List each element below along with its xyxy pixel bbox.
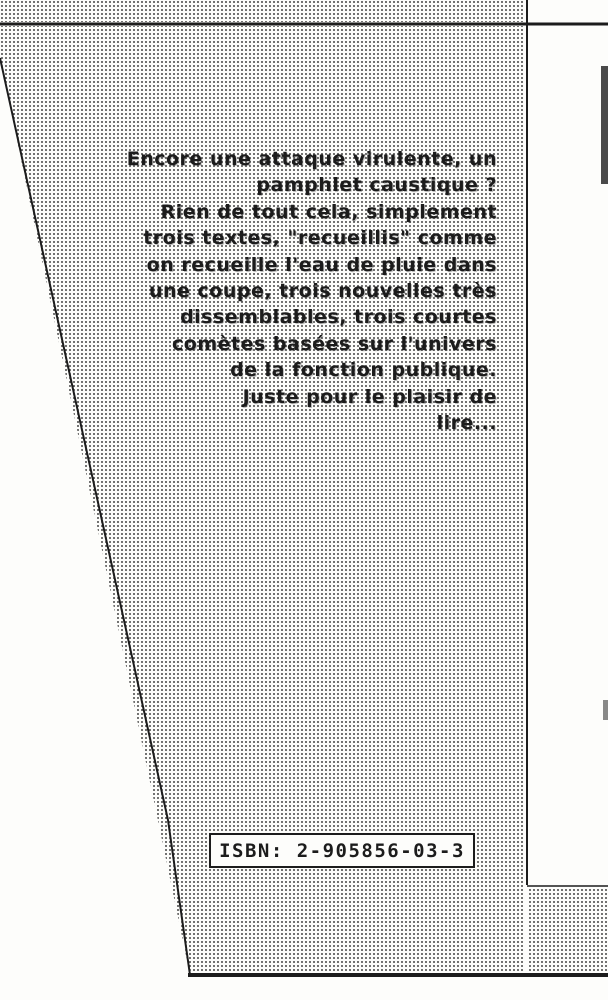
blurb-line: trois textes, "recueillis" comme xyxy=(143,227,497,250)
spine-halftone xyxy=(527,887,608,975)
spine-title-fragment xyxy=(601,66,608,184)
blurb-line: on recueille l'eau de pluie dans xyxy=(146,253,497,276)
blurb-line: pamphlet caustique ? xyxy=(256,174,497,197)
blurb-line: comètes basées sur l'univers xyxy=(172,332,497,355)
blurb-line: Juste pour le plaisir de xyxy=(242,385,497,408)
isbn-box xyxy=(209,833,475,868)
blurb-line: de la fonction publique. xyxy=(230,359,497,382)
blurb-line: Encore une attaque virulente, un xyxy=(126,148,497,170)
blurb-line: lire... xyxy=(436,412,497,435)
isbn-text: ISBN: 2-905856-03-3 xyxy=(219,839,465,862)
blurb-line: dissemblables, trois courtes xyxy=(180,306,497,329)
spine-mark-lower xyxy=(603,700,608,720)
back-cover-blurb xyxy=(105,146,497,436)
blurb-line: Rien de tout cela, simplement xyxy=(160,200,497,223)
blurb-line: une coupe, trois nouvelles très xyxy=(148,280,497,303)
top-halftone-strip xyxy=(0,0,525,22)
